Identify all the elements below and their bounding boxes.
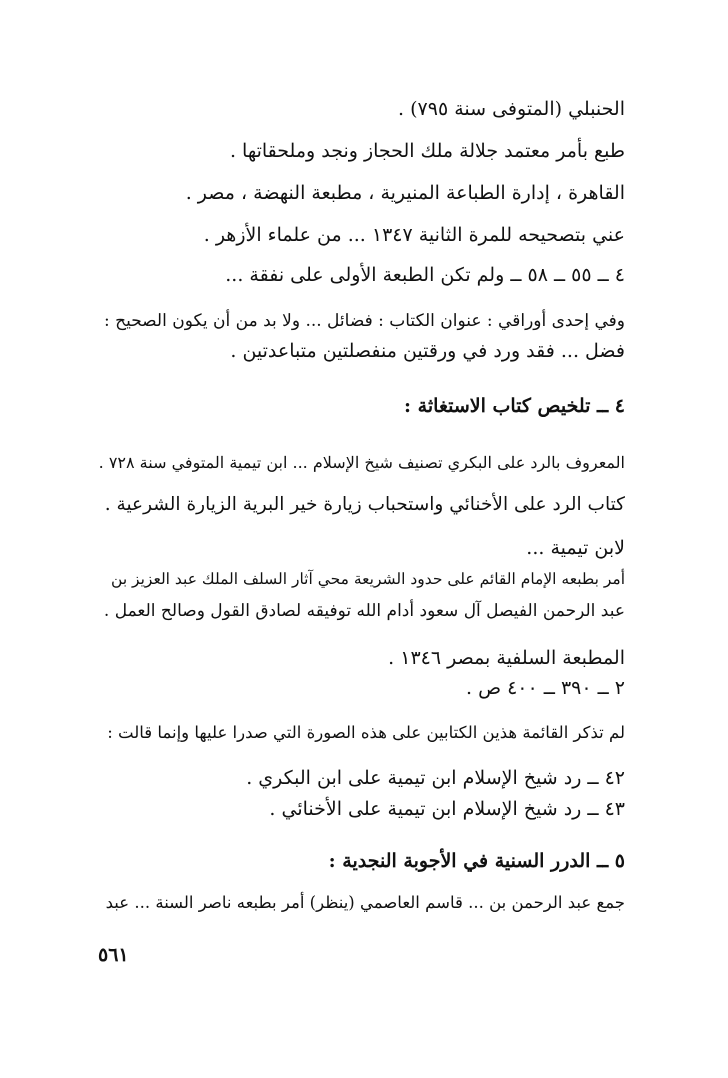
text-line-2: طبع بأمر معتمد جلالة ملك الحجاز ونجد وملحقاتها . [229, 140, 625, 162]
text-line-18: ٤٣ ــ رد شيخ الإسلام ابن تيمية على الأخنائي . [269, 798, 625, 820]
text-line-15: ٢ ــ ٣٩٠ ــ ٤٠٠ ص . [466, 677, 625, 699]
text-line-17: ٤٢ ــ رد شيخ الإسلام ابن تيمية على ابن البكري . [246, 767, 625, 789]
text-line-16: لم تذكر القائمة هذين الكتابين على هذه الصورة التي صدرا عليها وإنما قالت : [107, 723, 625, 742]
text-line-5: ٤ ــ ٥٥ ــ ٥٨ ــ ولم تكن الطبعة الأولى على نفقة ... [225, 264, 625, 286]
text-line-12: أمر بطبعه الإمام القائم على حدود الشريعة محي آثار السلف الملك عبد العزيز بن [111, 570, 625, 588]
section-heading-5: ٥ ــ الدرر السنية في الأجوبة النجدية : [328, 850, 625, 872]
page-number: ٥٦١ [98, 944, 129, 966]
text-line-14: المطبعة السلفية بمصر ١٣٤٦ . [388, 647, 625, 669]
text-line-3: القاهرة ، إدارة الطباعة المنيرية ، مطبعة النهضة ، مصر . [185, 182, 625, 204]
text-line-10: كتاب الرد على الأخنائي واستحباب زيارة خير البرية الزيارة الشرعية . [104, 494, 625, 515]
text-line-4: عني بتصحيحه للمرة الثانية ١٣٤٧ ... من علماء الأزهر . [203, 224, 625, 246]
text-line-11: لابن تيمية ... [526, 537, 625, 559]
text-line-9: المعروف بالرد على البكري تصنيف شيخ الإسلام ... ابن تيمية المتوفي سنة ٧٢٨ . [98, 453, 625, 472]
text-line-1: الحنبلي (المتوفى سنة ٧٩٥) . [398, 98, 625, 120]
text-line-13: عبد الرحمن الفيصل آل سعود أدام الله توفيقه لصادق القول وصالح العمل . [103, 601, 625, 621]
text-line-6: وفي إحدى أوراقي : عنوان الكتاب : فضائل ... ولا بد من أن يكون الصحيح : [103, 311, 625, 331]
text-line-20: جمع عبد الرحمن بن ... قاسم العاصمي (ينظر) أمر بطبعه ناصر السنة ... عبد [105, 893, 625, 912]
section-heading-4: ٤ ــ تلخيص كتاب الاستغاثة : [404, 395, 625, 417]
text-line-7: فضل ... فقد ورد في ورقتين منفصلتين متباعدتين . [230, 340, 625, 362]
